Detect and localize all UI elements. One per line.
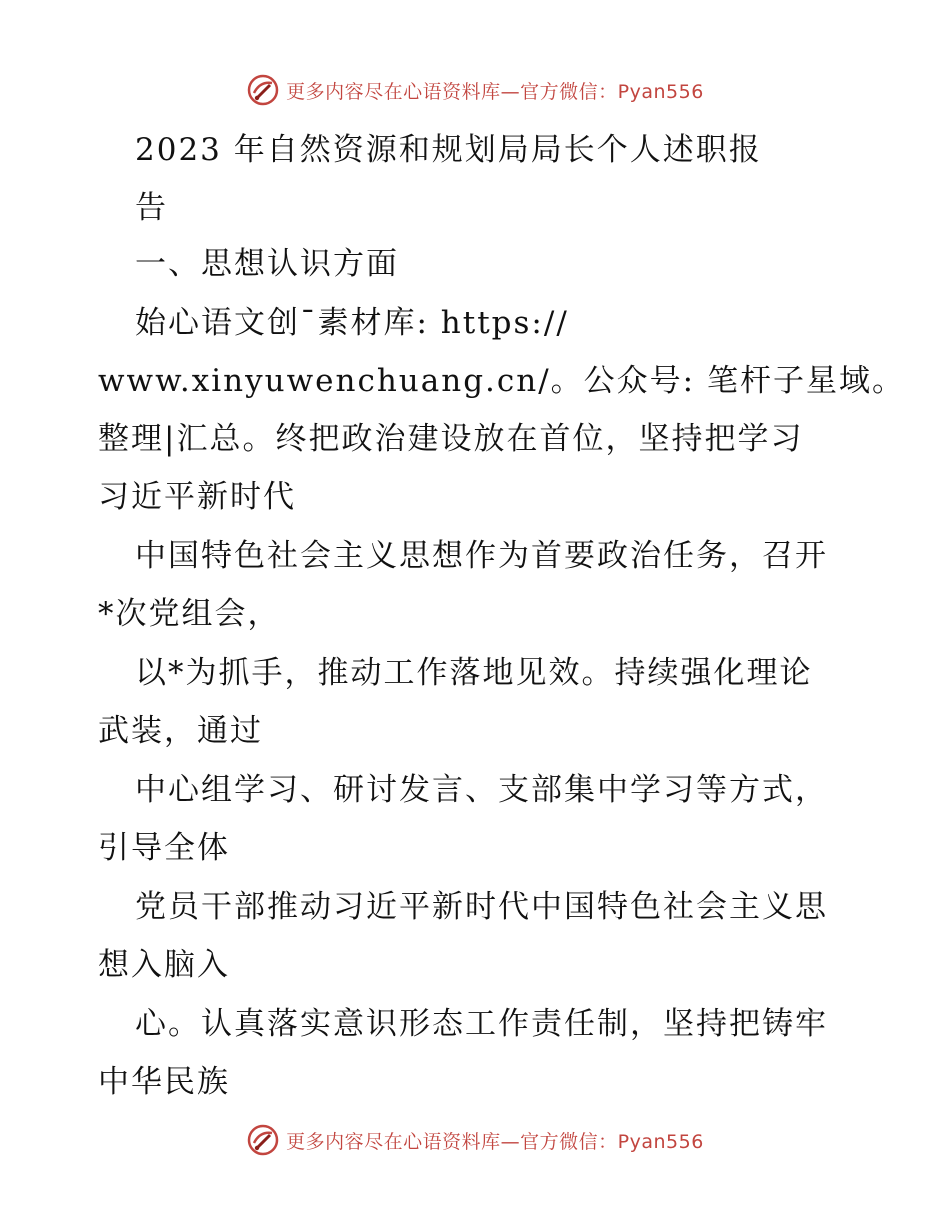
footer-watermark-banner [0,1120,950,1160]
watermark-text: 更多内容尽在心语资料库—官方微信：Pyan556 [286,80,704,103]
text-line: 党员干部推动习近平新时代中国特色社会主义思 [135,889,828,925]
text-line: *次党组会， [98,596,281,632]
doc-title-line-2: 告 [135,190,168,226]
section-heading: 一、思想认识方面 [135,246,399,282]
text-line: 中华民族 [98,1064,230,1100]
brand-logo-icon [246,73,280,107]
text-line: 中心组学习、研讨发言、支部集中学习等方式， [135,772,828,808]
text-line: www.xinyuwenchuang.cn/。公众号: 笔杆子星域。 [98,363,905,399]
text-line: 以*为抓手，推动工作落地见效。持续强化理论 [135,655,813,691]
text-line: 中国特色社会主义思想作为首要政治任务，召开 [135,538,828,574]
text-line: 整理|汇总。终把政治建设放在首位，坚持把学习 [98,421,804,457]
header-watermark-banner [0,70,950,110]
brand-logo-icon [246,1123,280,1157]
watermark-text: 更多内容尽在心语资料库—官方微信：Pyan556 [286,1130,704,1153]
text-line: 习近平新时代 [98,479,296,515]
text-line: 心。认真落实意识形态工作责任制，坚持把铸牢 [135,1006,828,1042]
doc-title-line-1: 2023 年自然资源和规划局局长个人述职报 [135,132,762,168]
text-line: 武装，通过 [98,713,263,749]
text-line: 引导全体 [98,830,230,866]
text-line: 始心语文创¯素材库: https:// [135,305,569,341]
text-line: 想入脑入 [98,947,230,983]
